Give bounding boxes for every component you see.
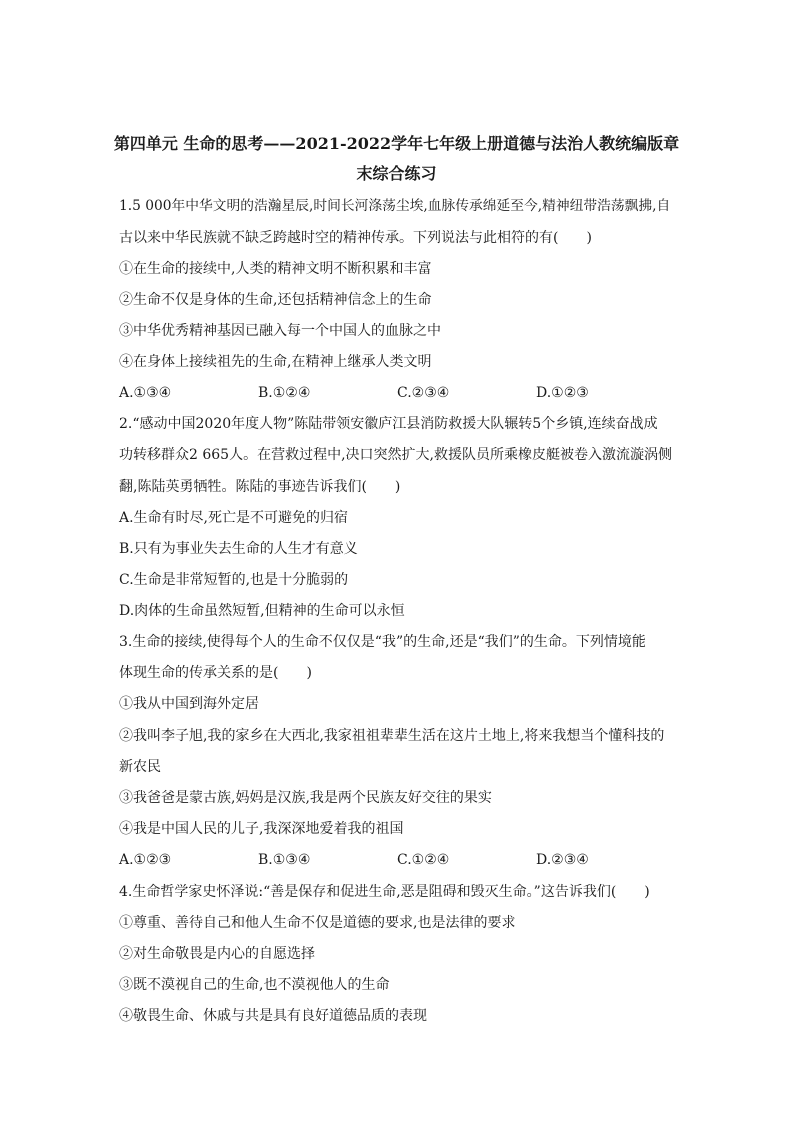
- question-3-option-b: B.①③④: [258, 852, 311, 868]
- question-3-stem: 3.生命的接续,使得每个人的生命不仅仅是“我”的生命,还是“我们”的生命。下列情境能: [119, 634, 646, 650]
- question-3-statement: ④我是中国人民的儿子,我深深地爱着我的祖国: [119, 821, 404, 837]
- question-3-statement: ③我爸爸是蒙古族,妈妈是汉族,我是两个民族友好交往的果实: [119, 790, 492, 806]
- question-2-option-b: B.只有为事业失去生命的人生才有意义: [119, 541, 358, 557]
- question-2-stem: 2.“感动中国2020年度人物”陈陆带领安徽庐江县消防救援大队辗转5个乡镇,连续奋战成: [119, 416, 658, 432]
- document-title-line-1: 第四单元 生命的思考——2021-2022学年七年级上册道德与法治人教统编版章: [113, 134, 680, 153]
- question-4-stem: 4.生命哲学家史怀泽说:“善是保存和促进生命,恶是阻碍和毁灭生命。”这告诉我们( ): [119, 884, 650, 900]
- question-4-statement: ②对生命敬畏是内心的自愿选择: [119, 946, 315, 962]
- question-3-stem: 体现生命的传承关系的是( ): [119, 665, 312, 681]
- question-3-statement: ②我叫李子旭,我的家乡在大西北,我家祖祖辈辈生活在这片土地上,将来我想当个懂科技的: [119, 728, 665, 744]
- question-1-statement: ①在生命的接续中,人类的精神文明不断积累和丰富: [119, 261, 432, 277]
- question-1-option-d: D.①②③: [536, 385, 589, 401]
- question-1-statement: ④在身体上接续祖先的生命,在精神上继承人类文明: [119, 354, 432, 370]
- question-1-stem: 古以来中华民族就不缺乏跨越时空的精神传承。下列说法与此相符的有( ): [119, 230, 592, 246]
- question-1-statement: ②生命不仅是身体的生命,还包括精神信念上的生命: [119, 292, 432, 308]
- question-3-statement: ①我从中国到海外定居: [119, 696, 259, 712]
- question-2-option-a: A.生命有时尽,死亡是不可避免的归宿: [119, 510, 349, 526]
- question-1-option-c: C.②③④: [397, 385, 450, 401]
- question-1-option-a: A.①③④: [119, 385, 172, 401]
- question-2-option-c: C.生命是非常短暂的,也是十分脆弱的: [119, 572, 349, 588]
- question-3-option-c: C.①②④: [397, 852, 450, 868]
- question-1-option-b: B.①②④: [258, 385, 311, 401]
- question-3-statement: 新农民: [119, 759, 161, 775]
- question-4-statement: ③既不漠视自己的生命,也不漠视他人的生命: [119, 977, 390, 993]
- question-2-stem: 功转移群众2 665人。在营救过程中,决口突然扩大,救援队员所乘橡皮艇被卷入激流漩涡侧: [119, 447, 672, 463]
- question-1-stem: 1.5 000年中华文明的浩瀚星辰,时间长河涤荡尘埃,血脉传承绵延至今,精神纽带浩荡飘拂,自: [119, 198, 671, 214]
- question-3-option-a: A.①②③: [119, 852, 172, 868]
- document-title-line-2: 末综合练习: [356, 164, 437, 183]
- question-3-option-d: D.②③④: [536, 852, 589, 868]
- question-4-statement: ④敬畏生命、休戚与共是具有良好道德品质的表现: [119, 1008, 427, 1024]
- question-2-stem: 翻,陈陆英勇牺牲。陈陆的事迹告诉我们( ): [119, 479, 401, 495]
- question-1-statement: ③中华优秀精神基因已融入每一个中国人的血脉之中: [119, 323, 441, 339]
- question-2-option-d: D.肉体的生命虽然短暂,但精神的生命可以永恒: [119, 603, 405, 619]
- question-4-statement: ①尊重、善待自己和他人生命不仅是道德的要求,也是法律的要求: [119, 915, 516, 931]
